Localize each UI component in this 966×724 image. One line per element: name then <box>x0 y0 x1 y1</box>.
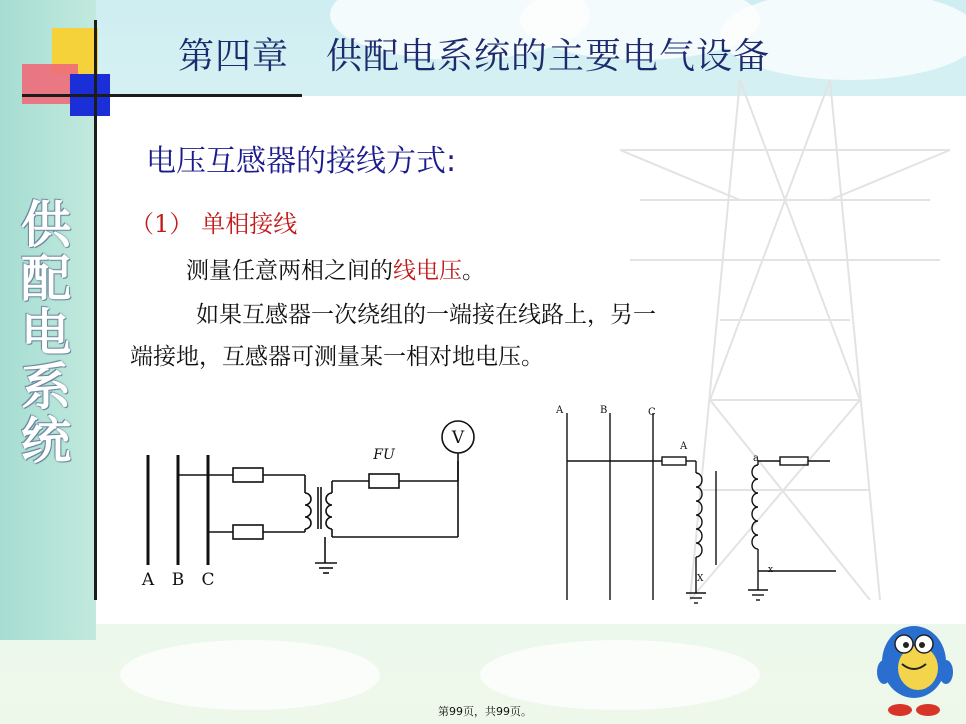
paragraph-1 <box>186 252 485 285</box>
page-title: 第四章 供配电系统的主要电气设备 <box>178 36 771 77</box>
list-item-heading <box>130 204 297 239</box>
cloud-decoration <box>120 640 380 710</box>
fuse-fu <box>369 474 399 488</box>
fuse-label: FU <box>373 447 395 463</box>
mascot-icon <box>866 612 962 720</box>
paragraph-text: 。 <box>462 258 485 284</box>
circuit-diagram-right <box>540 395 860 615</box>
fuse-1 <box>233 468 263 482</box>
meter-label: V <box>451 428 465 448</box>
paragraph-text: 测量任意两相之间的 <box>186 258 393 284</box>
circuit-diagram-left <box>120 405 480 600</box>
page-footer: 第99页，共99页。 <box>438 705 532 718</box>
paragraph-2: 如果互感器一次绕组的一端接在线路上，另一 <box>196 302 656 328</box>
secondary-winding <box>326 493 332 529</box>
section-heading: 电压互感器的接线方式: <box>146 144 457 179</box>
phase-label-a: A <box>556 405 564 416</box>
cloud-decoration <box>480 640 760 710</box>
vertical-title-char: 配 <box>21 250 71 308</box>
vertical-title-char: 系 <box>21 358 71 416</box>
primary-bottom-label: X <box>697 574 704 584</box>
secondary-bottom-label: x <box>768 565 774 575</box>
phase-label-c: C <box>201 570 215 590</box>
fuse-primary <box>662 457 686 465</box>
primary-winding <box>305 493 311 529</box>
secondary-top-label: a <box>753 453 759 464</box>
vertical-title-char: 供 <box>21 196 71 254</box>
fuse-secondary <box>780 457 808 465</box>
phase-label-b: B <box>171 570 185 590</box>
item-label: 单相接线 <box>201 210 298 238</box>
vertical-title-char: 统 <box>21 412 71 470</box>
phase-label-b: B <box>600 405 608 416</box>
secondary-winding <box>752 465 758 549</box>
primary-winding <box>696 473 702 557</box>
phase-label-c: C <box>648 407 656 418</box>
decor-horizontal-line <box>22 94 302 97</box>
highlight-term: 线电压 <box>393 258 462 284</box>
vertical-title <box>14 198 78 468</box>
vertical-title-char: 电 <box>21 304 71 362</box>
primary-top-label: A <box>680 441 688 452</box>
decor-vertical-line <box>94 20 97 600</box>
fuse-2 <box>233 525 263 539</box>
paragraph-3: 端接地，互感器可测量某一相对地电压。 <box>130 344 544 370</box>
phase-label-a: A <box>141 570 155 590</box>
item-number: （1） <box>130 210 194 238</box>
